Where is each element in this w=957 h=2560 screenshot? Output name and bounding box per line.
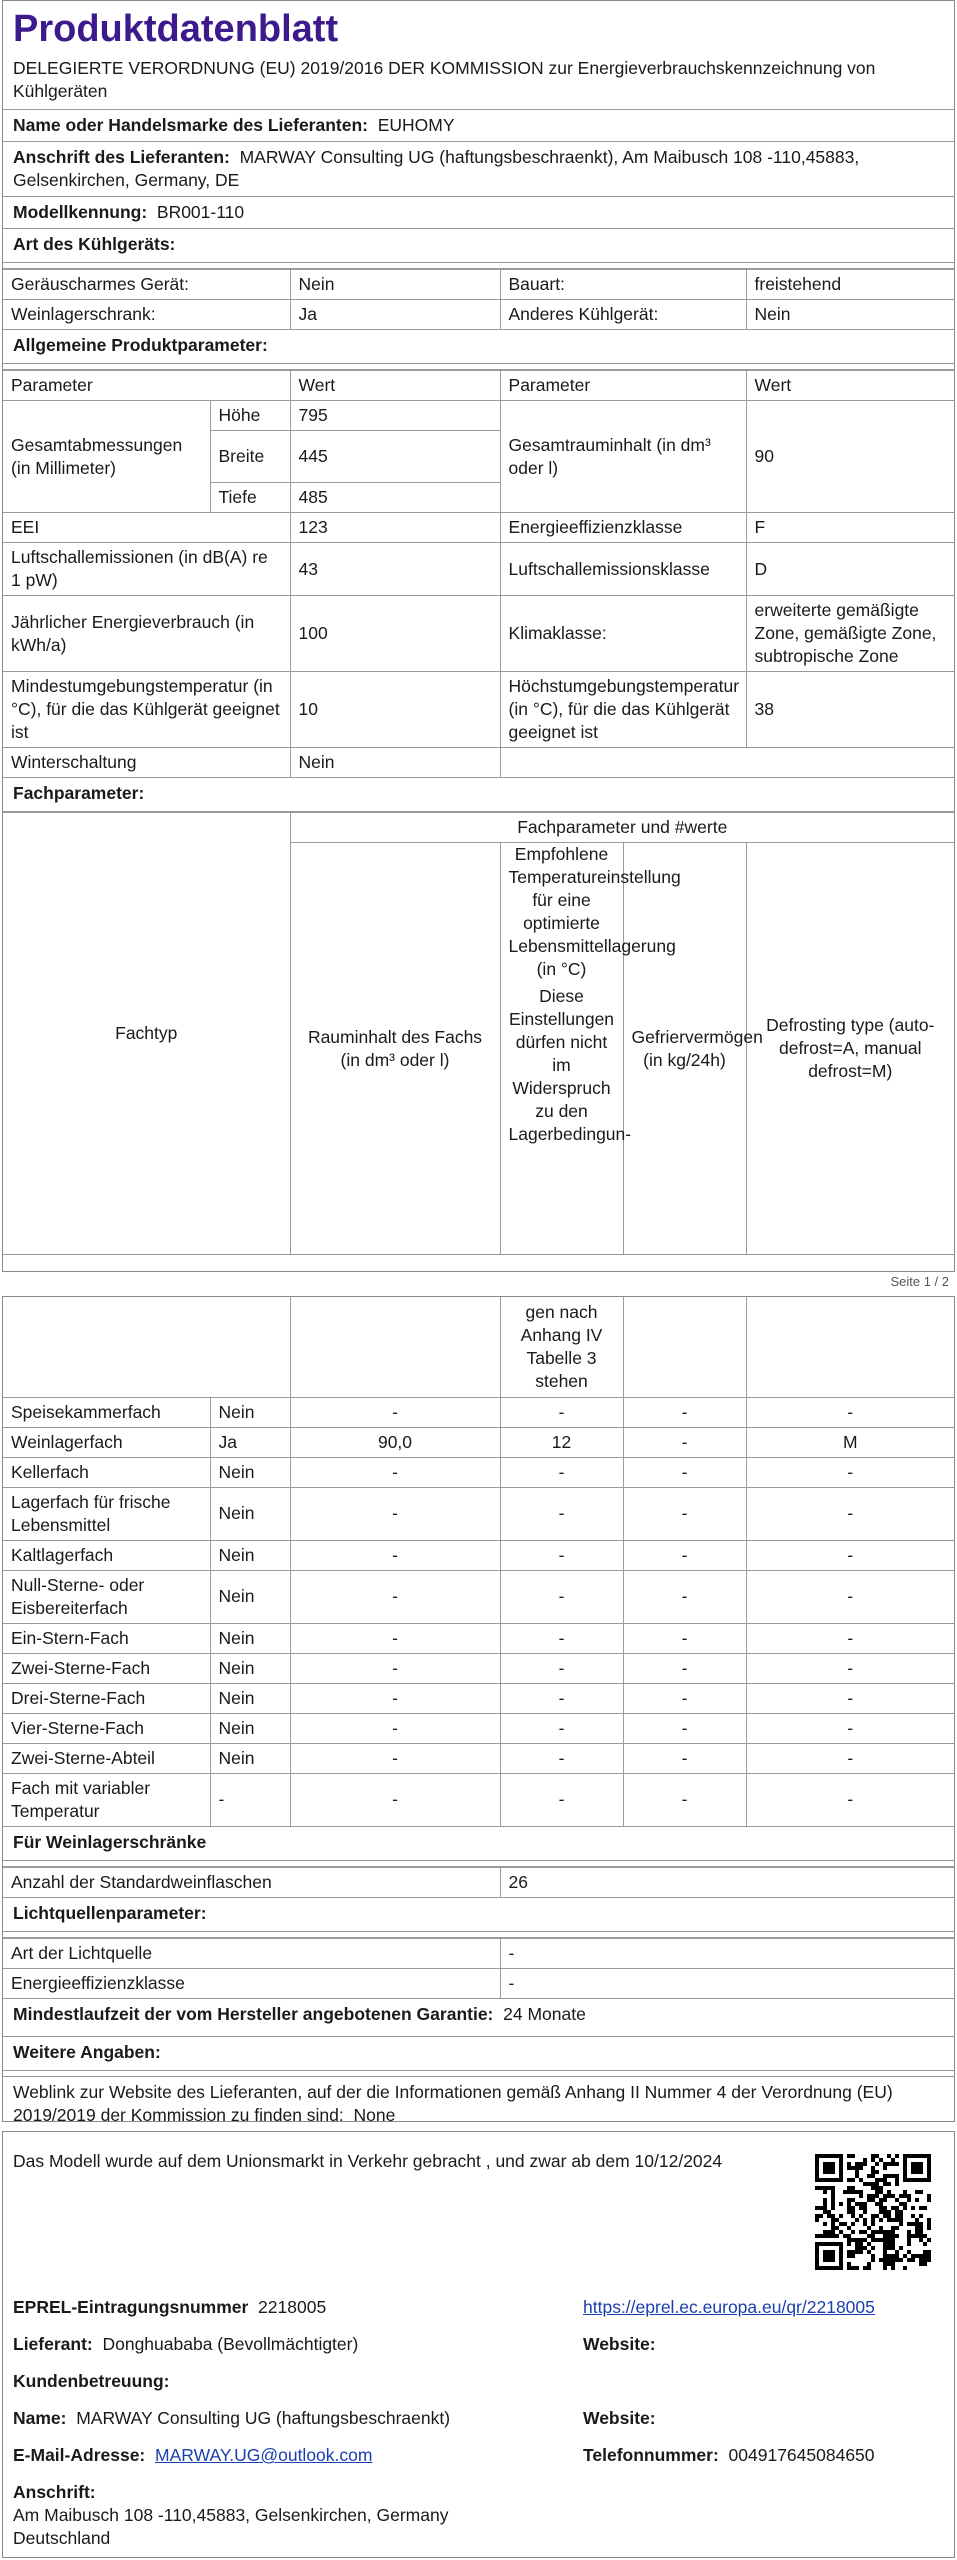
table-cell: Bauart: (500, 270, 746, 300)
email-row (13, 2444, 372, 2467)
qr-code-icon (811, 2150, 935, 2274)
col-volume-header: Rauminhalt des Fachs (in dm³ oder l) (290, 843, 500, 1255)
compartment-value: - (623, 1427, 746, 1457)
compartment-value: - (290, 1457, 500, 1487)
supplier-name-row (3, 110, 954, 142)
compartment-present: Ja (210, 1427, 290, 1457)
compartment-value: - (290, 1487, 500, 1540)
further-text: Weblink zur Website des Lieferanten, auf der die Informationen gemäß Anhang II Nummer 4 der Verordnung (EU) 2019/2019 der Kommission zu finden sind: (13, 2081, 893, 2125)
header-cell: Wert (746, 371, 954, 401)
compartment-value: - (623, 1623, 746, 1653)
param-label: Jährlicher Energieverbrauch (in kWh/a) (3, 596, 290, 672)
table-row (3, 1938, 954, 1968)
table-cell: Geräuscharmes Gerät: (3, 270, 290, 300)
col-temp-note-continued: gen nach Anhang IV Tabelle 3 stehen (500, 1297, 623, 1397)
compartment-name: Zwei-Sterne-Fach (3, 1653, 210, 1683)
service-name-value: MARWAY Consulting UG (haftungsbeschraenkt) (76, 2408, 451, 2428)
table-row (3, 1683, 954, 1713)
compartment-present: Nein (210, 1713, 290, 1743)
compartment-name: Weinlagerfach (3, 1427, 210, 1457)
compartment-value: - (290, 1623, 500, 1653)
general-params-table (3, 370, 954, 778)
compartment-present: Nein (210, 1743, 290, 1773)
compartment-value: - (500, 1397, 623, 1427)
compartment-name: Kaltlagerfach (3, 1540, 210, 1570)
model-label: Modellkennung: (13, 202, 148, 222)
compartment-present: Nein (210, 1623, 290, 1653)
compartment-present: Nein (210, 1653, 290, 1683)
compartment-present: - (210, 1773, 290, 1826)
compartment-present: Nein (210, 1683, 290, 1713)
param-label: Höchstumgebungstemperatur (in °C), für die das Kühlgerät geeignet ist (500, 672, 746, 748)
supplier-address-row (3, 142, 954, 197)
supplier-address-label: Anschrift des Lieferanten: (13, 147, 230, 167)
compartment-value: - (500, 1713, 623, 1743)
compartment-name: Speisekammerfach (3, 1397, 210, 1427)
compartment-name: Lagerfach für frische Lebensmittel (3, 1487, 210, 1540)
compartment-value: - (500, 1683, 623, 1713)
light-value: - (500, 1968, 954, 1998)
empty-cell (3, 1297, 290, 1397)
param-value: D (746, 543, 954, 596)
compartment-name: Null-Sterne- oder Eisbereiterfach (3, 1570, 210, 1623)
compartment-value: - (623, 1570, 746, 1623)
compartment-value: - (290, 1397, 500, 1427)
supplier-address-value: MARWAY Consulting UG (haftungsbeschraenkt), Am Maibusch 108 -110,45883, Gelsenkirchen, Germany, DE (13, 147, 860, 190)
general-params-heading: Allgemeine Produktparameter: (3, 330, 954, 364)
param-value: 43 (290, 543, 500, 596)
compartment-value: - (500, 1487, 623, 1540)
table-row (3, 270, 954, 300)
compartment-value: - (746, 1397, 954, 1427)
param-value: 10 (290, 672, 500, 748)
winter-value: Nein (290, 748, 500, 778)
compartment-present: Nein (210, 1540, 290, 1570)
compartments-header-table (3, 812, 954, 1255)
page-number: Seite 1 / 2 (890, 1274, 949, 1289)
email-link[interactable]: MARWAY.UG@outlook.com (155, 2445, 373, 2465)
compartment-value: - (746, 1570, 954, 1623)
table-row (3, 748, 954, 778)
table-row (3, 300, 954, 330)
compartment-value: - (290, 1683, 500, 1713)
regulation-subtitle: DELEGIERTE VERORDNUNG (EU) 2019/2016 DER KOMMISSION zur Energieverbrauchskennzeichnung von Kühlgeräten (3, 53, 954, 110)
compartment-value: - (500, 1743, 623, 1773)
compartment-value: 12 (500, 1427, 623, 1457)
compartment-name: Ein-Stern-Fach (3, 1623, 210, 1653)
col-freeze-header: Gefriervermögen (in kg/24h) (623, 843, 746, 1255)
compartment-value: - (290, 1773, 500, 1826)
compartments-table (3, 1297, 954, 1827)
appliance-type-heading: Art des Kühlgeräts: (3, 229, 954, 263)
warranty-row (3, 1999, 954, 2037)
compartment-value: - (623, 1653, 746, 1683)
compartment-name: Zwei-Sterne-Abteil (3, 1743, 210, 1773)
table-row (3, 1427, 954, 1457)
website2-label: Website: (583, 2408, 656, 2428)
table-cell: Nein (290, 270, 500, 300)
compartment-value: - (746, 1540, 954, 1570)
param-value: F (746, 513, 954, 543)
compartment-value: - (623, 1743, 746, 1773)
address-label: Anschrift: (13, 2482, 96, 2502)
light-label: Art der Lichtquelle (3, 1938, 500, 1968)
table-row (3, 1570, 954, 1623)
param-label: Mindestumgebungstemperatur (in °C), für die das Kühlgerät geeignet ist (3, 672, 290, 748)
volume-value: 90 (746, 401, 954, 513)
light-heading: Lichtquellenparameter: (3, 1898, 954, 1932)
phone-value: 004917645084650 (728, 2445, 875, 2465)
compartment-value: 90,0 (290, 1427, 500, 1457)
compartment-value: - (500, 1773, 623, 1826)
header-cell: Parameter (500, 371, 746, 401)
service-name-row (13, 2407, 450, 2430)
compartment-value: - (623, 1487, 746, 1540)
param-value: erweiterte gemäßigte Zone, gemäßigte Zone, subtropische Zone (746, 596, 954, 672)
table-cell: Ja (290, 300, 500, 330)
page-1 (2, 0, 955, 1272)
col-temp-note: Diese Einstellungen dürfen nicht im Widerspruch zu den Lagerbedingun- (508, 986, 632, 1144)
compartment-value: - (500, 1540, 623, 1570)
table-row (3, 1397, 954, 1427)
col-group-header: Fachparameter und #werte (290, 813, 954, 843)
col-defrost-header: Defrosting type (auto-defrost=A, manual defrost=M) (746, 843, 954, 1255)
compartment-value: - (623, 1457, 746, 1487)
table-row (3, 1540, 954, 1570)
table-cell: Weinlagerschrank: (3, 300, 290, 330)
compartment-name: Fach mit variabler Temperatur (3, 1773, 210, 1826)
table-row (3, 1743, 954, 1773)
col-temp-header (500, 843, 681, 1255)
further-text-row (3, 2077, 954, 2131)
empty-cell (500, 748, 954, 778)
eprel-reg-row (13, 2296, 326, 2319)
compartment-value: - (746, 1653, 954, 1683)
compartment-value: - (623, 1773, 746, 1826)
volume-label: Gesamtrauminhalt (in dm³ oder l) (500, 401, 746, 513)
compartment-value: - (500, 1623, 623, 1653)
table-row (3, 1867, 954, 1897)
param-label: Energieeffizienzklasse (500, 513, 746, 543)
table-header-row (3, 1297, 954, 1397)
eprel-reg-value: 2218005 (258, 2297, 327, 2317)
empty-cell (746, 1297, 954, 1397)
compartment-value: - (290, 1540, 500, 1570)
table-cell: freistehend (746, 270, 954, 300)
compartment-value: - (746, 1773, 954, 1826)
table-row (3, 1773, 954, 1826)
compartment-present: Nein (210, 1397, 290, 1427)
compartment-value: - (746, 1743, 954, 1773)
compartment-value: - (746, 1623, 954, 1653)
compartment-name: Drei-Sterne-Fach (3, 1683, 210, 1713)
eprel-reg-label: EPREL-Eintragungsnummer (13, 2297, 249, 2317)
light-table (3, 1938, 954, 1999)
table-row (3, 1487, 954, 1540)
compartment-rows (3, 1397, 954, 1826)
compartment-value: - (500, 1653, 623, 1683)
website-label: Website: (583, 2334, 656, 2354)
warranty-label: Mindestlaufzeit der vom Hersteller angebotenen Garantie: (13, 2003, 494, 2024)
eprel-box (2, 2131, 955, 2558)
compartment-value: - (746, 1487, 954, 1540)
table-header-row (3, 813, 954, 843)
col-type-header: Fachtyp (3, 813, 290, 1255)
wine-heading: Für Weinlagerschränke (3, 1827, 954, 1861)
compartment-present: Nein (210, 1487, 290, 1540)
model-value: BR001-110 (156, 202, 245, 222)
compartment-value: M (746, 1427, 954, 1457)
compartment-value: - (623, 1683, 746, 1713)
col-temp-title: Empfohlene Temperatureinstellung für eine optimierte Lebensmittellagerung (in °C) (508, 844, 681, 979)
eprel-supplier-label: Lieferant: (13, 2334, 93, 2354)
dim-name: Breite (210, 431, 290, 483)
bottles-value: 26 (500, 1867, 954, 1897)
address-line2: Deutschland (13, 2528, 111, 2548)
table-row (3, 1713, 954, 1743)
param-label: EEI (3, 513, 290, 543)
dim-value: 795 (290, 401, 500, 431)
compartment-present: Nein (210, 1570, 290, 1623)
market-text: Das Modell wurde auf dem Unionsmarkt in Verkehr gebracht , und zwar ab dem 10/12/2024 (13, 2151, 723, 2171)
param-label: Luftschallemissionsklasse (500, 543, 746, 596)
bottles-label: Anzahl der Standardweinflaschen (3, 1867, 500, 1897)
warranty-value: 24 Monate (503, 2003, 586, 2024)
compartment-value: - (623, 1397, 746, 1427)
dim-value: 485 (290, 483, 500, 513)
service-name-label: Name: (13, 2408, 67, 2428)
supplier-row (13, 2333, 358, 2356)
param-label: Luftschallemissionen (in dB(A) re 1 pW) (3, 543, 290, 596)
compartment-value: - (290, 1713, 500, 1743)
email-label: E-Mail-Adresse: (13, 2445, 146, 2465)
light-value: - (500, 1938, 954, 1968)
dim-name: Höhe (210, 401, 290, 431)
light-label: Energieeffizienzklasse (3, 1968, 500, 1998)
wine-table (3, 1867, 954, 1898)
header-cell: Wert (290, 371, 500, 401)
table-header-row (3, 371, 954, 401)
table-row (3, 401, 954, 431)
table-row (3, 1623, 954, 1653)
appliance-type-table (3, 269, 954, 330)
table-row (3, 513, 954, 543)
compartment-value: - (290, 1743, 500, 1773)
table-row (3, 672, 954, 748)
header-cell: Parameter (3, 371, 290, 401)
compartment-value: - (746, 1683, 954, 1713)
dim-value: 445 (290, 431, 500, 483)
supplier-name-value: EUHOMY (377, 115, 455, 135)
phone-label: Telefonnummer: (583, 2445, 719, 2465)
service-label: Kundenbetreuung: (13, 2371, 170, 2391)
compartment-value: - (623, 1540, 746, 1570)
param-value: 123 (290, 513, 500, 543)
param-label: Klimaklasse: (500, 596, 746, 672)
empty-cell (623, 1297, 746, 1397)
supplier-name-label: Name oder Handelsmarke des Lieferanten: (13, 115, 368, 135)
compartment-value: - (623, 1713, 746, 1743)
compartments-heading: Fachparameter: (3, 778, 954, 812)
table-row (3, 1653, 954, 1683)
compartment-present: Nein (210, 1457, 290, 1487)
table-cell: Nein (746, 300, 954, 330)
table-cell: Anderes Kühlgerät: (500, 300, 746, 330)
dim-name: Tiefe (210, 483, 290, 513)
model-row (3, 197, 954, 229)
table-row (3, 543, 954, 596)
address-line1: Am Maibusch 108 -110,45883, Gelsenkirchen, Germany (13, 2505, 449, 2525)
param-value: 100 (290, 596, 500, 672)
compartment-value: - (290, 1570, 500, 1623)
param-value: 38 (746, 672, 954, 748)
dimensions-label: Gesamtabmessungen (in Millimeter) (3, 401, 210, 513)
compartment-name: Kellerfach (3, 1457, 210, 1487)
compartment-value: - (500, 1457, 623, 1487)
compartment-value: - (290, 1653, 500, 1683)
table-row (3, 1968, 954, 1998)
document-title: Produktdatenblatt (13, 8, 339, 50)
compartment-value: - (746, 1457, 954, 1487)
further-value: None (353, 2104, 396, 2125)
empty-cell (290, 1297, 500, 1397)
winter-label: Winterschaltung (3, 748, 290, 778)
table-row (3, 1457, 954, 1487)
page-2 (2, 1296, 955, 2125)
compartment-value: - (500, 1570, 623, 1623)
compartment-value: - (746, 1713, 954, 1743)
compartment-name: Vier-Sterne-Fach (3, 1713, 210, 1743)
eprel-supplier-value: Donghuababa (Bevollmächtigter) (102, 2334, 359, 2354)
eprel-link[interactable]: https://eprel.ec.europa.eu/qr/2218005 (583, 2297, 875, 2317)
further-heading: Weitere Angaben: (3, 2037, 954, 2071)
table-row (3, 596, 954, 672)
phone-row (583, 2444, 875, 2467)
